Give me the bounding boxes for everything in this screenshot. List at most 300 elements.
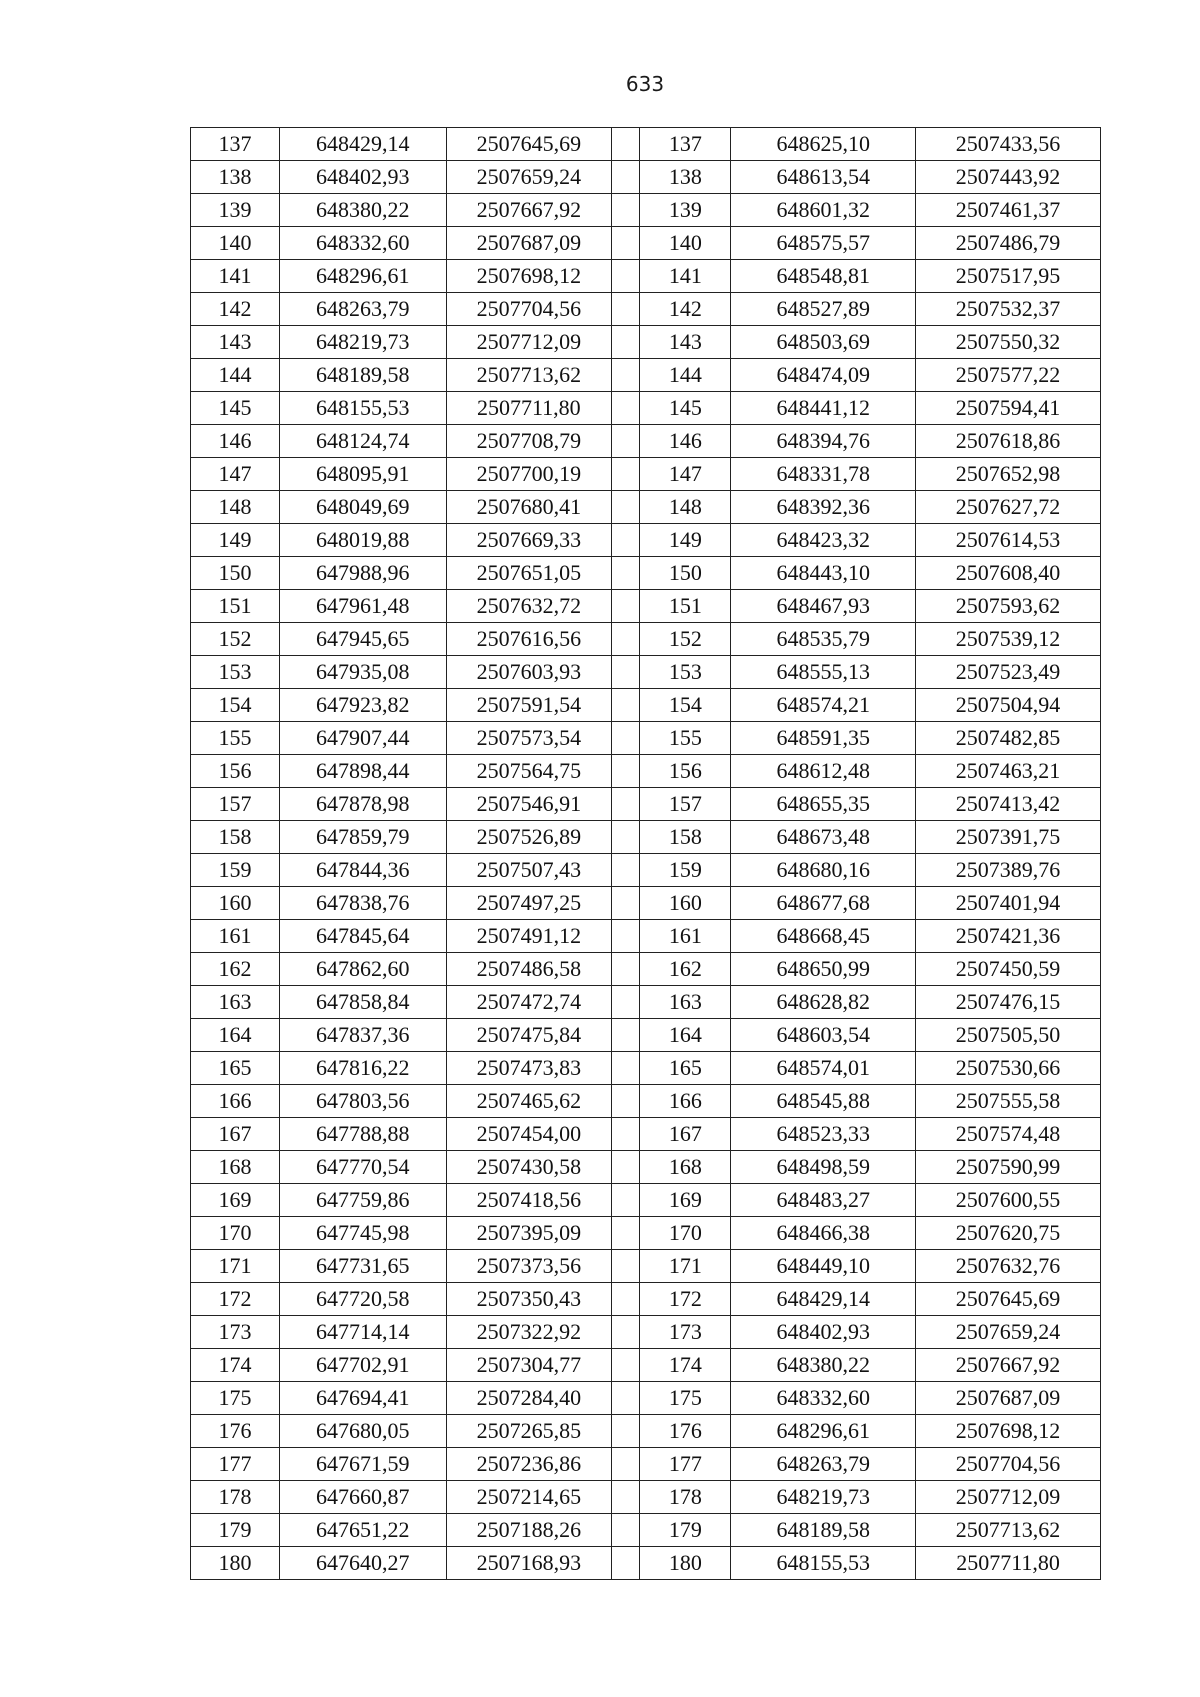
point-number-cell: 156 xyxy=(640,755,731,788)
x-coordinate-cell: 648503,69 xyxy=(731,326,916,359)
x-coordinate-cell: 648603,54 xyxy=(731,1019,916,1052)
spacer-cell xyxy=(612,1514,640,1547)
y-coordinate-cell: 2507265,85 xyxy=(446,1415,612,1448)
x-coordinate-cell: 648628,82 xyxy=(731,986,916,1019)
x-coordinate-cell: 647837,36 xyxy=(279,1019,446,1052)
x-coordinate-cell: 648380,22 xyxy=(279,194,446,227)
spacer-cell xyxy=(612,920,640,953)
point-number-cell: 175 xyxy=(640,1382,731,1415)
point-number-cell: 176 xyxy=(191,1415,280,1448)
y-coordinate-cell: 2507667,92 xyxy=(916,1349,1101,1382)
x-coordinate-cell: 647651,22 xyxy=(279,1514,446,1547)
table-row xyxy=(191,1415,1101,1448)
y-coordinate-cell: 2507698,12 xyxy=(916,1415,1101,1448)
point-number-cell: 145 xyxy=(191,392,280,425)
table-row xyxy=(191,755,1101,788)
x-coordinate-cell: 648423,32 xyxy=(731,524,916,557)
spacer-cell xyxy=(612,1250,640,1283)
y-coordinate-cell: 2507473,83 xyxy=(446,1052,612,1085)
x-coordinate-cell: 648498,59 xyxy=(731,1151,916,1184)
point-number-cell: 180 xyxy=(191,1547,280,1580)
spacer-cell xyxy=(612,227,640,260)
coordinates-table-body xyxy=(191,128,1101,1580)
x-coordinate-cell: 648331,78 xyxy=(731,458,916,491)
y-coordinate-cell: 2507497,25 xyxy=(446,887,612,920)
y-coordinate-cell: 2507373,56 xyxy=(446,1250,612,1283)
point-number-cell: 140 xyxy=(640,227,731,260)
y-coordinate-cell: 2507461,37 xyxy=(916,194,1101,227)
point-number-cell: 162 xyxy=(640,953,731,986)
x-coordinate-cell: 648429,14 xyxy=(731,1283,916,1316)
point-number-cell: 161 xyxy=(640,920,731,953)
y-coordinate-cell: 2507284,40 xyxy=(446,1382,612,1415)
spacer-cell xyxy=(612,1448,640,1481)
spacer-cell xyxy=(612,1052,640,1085)
spacer-cell xyxy=(612,326,640,359)
x-coordinate-cell: 647838,76 xyxy=(279,887,446,920)
x-coordinate-cell: 648555,13 xyxy=(731,656,916,689)
y-coordinate-cell: 2507669,33 xyxy=(446,524,612,557)
y-coordinate-cell: 2507418,56 xyxy=(446,1184,612,1217)
y-coordinate-cell: 2507491,12 xyxy=(446,920,612,953)
table-row xyxy=(191,524,1101,557)
x-coordinate-cell: 647878,98 xyxy=(279,788,446,821)
table-row xyxy=(191,491,1101,524)
y-coordinate-cell: 2507507,43 xyxy=(446,854,612,887)
point-number-cell: 142 xyxy=(191,293,280,326)
point-number-cell: 163 xyxy=(640,986,731,1019)
spacer-cell xyxy=(612,524,640,557)
x-coordinate-cell: 647859,79 xyxy=(279,821,446,854)
x-coordinate-cell: 647680,05 xyxy=(279,1415,446,1448)
point-number-cell: 155 xyxy=(191,722,280,755)
y-coordinate-cell: 2507475,84 xyxy=(446,1019,612,1052)
point-number-cell: 172 xyxy=(640,1283,731,1316)
point-number-cell: 146 xyxy=(640,425,731,458)
x-coordinate-cell: 647935,08 xyxy=(279,656,446,689)
table-row xyxy=(191,1514,1101,1547)
point-number-cell: 150 xyxy=(191,557,280,590)
y-coordinate-cell: 2507713,62 xyxy=(446,359,612,392)
point-number-cell: 163 xyxy=(191,986,280,1019)
spacer-cell xyxy=(612,1217,640,1250)
point-number-cell: 139 xyxy=(191,194,280,227)
table-row xyxy=(191,359,1101,392)
y-coordinate-cell: 2507450,59 xyxy=(916,953,1101,986)
x-coordinate-cell: 647714,14 xyxy=(279,1316,446,1349)
y-coordinate-cell: 2507593,62 xyxy=(916,590,1101,623)
y-coordinate-cell: 2507550,32 xyxy=(916,326,1101,359)
point-number-cell: 141 xyxy=(191,260,280,293)
point-number-cell: 173 xyxy=(640,1316,731,1349)
x-coordinate-cell: 648601,32 xyxy=(731,194,916,227)
spacer-cell xyxy=(612,128,640,161)
spacer-cell xyxy=(612,194,640,227)
y-coordinate-cell: 2507505,50 xyxy=(916,1019,1101,1052)
x-coordinate-cell: 648655,35 xyxy=(731,788,916,821)
point-number-cell: 168 xyxy=(191,1151,280,1184)
spacer-cell xyxy=(612,260,640,293)
y-coordinate-cell: 2507704,56 xyxy=(446,293,612,326)
y-coordinate-cell: 2507652,98 xyxy=(916,458,1101,491)
x-coordinate-cell: 648429,14 xyxy=(279,128,446,161)
table-row xyxy=(191,425,1101,458)
spacer-cell xyxy=(612,821,640,854)
x-coordinate-cell: 648527,89 xyxy=(731,293,916,326)
point-number-cell: 157 xyxy=(640,788,731,821)
point-number-cell: 141 xyxy=(640,260,731,293)
y-coordinate-cell: 2507700,19 xyxy=(446,458,612,491)
x-coordinate-cell: 647770,54 xyxy=(279,1151,446,1184)
x-coordinate-cell: 648612,48 xyxy=(731,755,916,788)
point-number-cell: 165 xyxy=(640,1052,731,1085)
x-coordinate-cell: 647923,82 xyxy=(279,689,446,722)
y-coordinate-cell: 2507482,85 xyxy=(916,722,1101,755)
x-coordinate-cell: 648189,58 xyxy=(279,359,446,392)
y-coordinate-cell: 2507304,77 xyxy=(446,1349,612,1382)
point-number-cell: 153 xyxy=(191,656,280,689)
y-coordinate-cell: 2507486,79 xyxy=(916,227,1101,260)
point-number-cell: 150 xyxy=(640,557,731,590)
page-number: 633 xyxy=(625,72,665,96)
x-coordinate-cell: 648443,10 xyxy=(731,557,916,590)
y-coordinate-cell: 2507620,75 xyxy=(916,1217,1101,1250)
spacer-cell xyxy=(612,953,640,986)
point-number-cell: 149 xyxy=(640,524,731,557)
x-coordinate-cell: 648545,88 xyxy=(731,1085,916,1118)
y-coordinate-cell: 2507600,55 xyxy=(916,1184,1101,1217)
table-row xyxy=(191,1250,1101,1283)
y-coordinate-cell: 2507708,79 xyxy=(446,425,612,458)
point-number-cell: 142 xyxy=(640,293,731,326)
spacer-cell xyxy=(612,755,640,788)
y-coordinate-cell: 2507463,21 xyxy=(916,755,1101,788)
x-coordinate-cell: 648219,73 xyxy=(279,326,446,359)
spacer-cell xyxy=(612,557,640,590)
y-coordinate-cell: 2507476,15 xyxy=(916,986,1101,1019)
table-row xyxy=(191,986,1101,1019)
point-number-cell: 144 xyxy=(640,359,731,392)
x-coordinate-cell: 647788,88 xyxy=(279,1118,446,1151)
point-number-cell: 160 xyxy=(191,887,280,920)
x-coordinate-cell: 647961,48 xyxy=(279,590,446,623)
y-coordinate-cell: 2507698,12 xyxy=(446,260,612,293)
table-row xyxy=(191,260,1101,293)
x-coordinate-cell: 647845,64 xyxy=(279,920,446,953)
x-coordinate-cell: 648449,10 xyxy=(731,1250,916,1283)
x-coordinate-cell: 648124,74 xyxy=(279,425,446,458)
coordinates-table xyxy=(190,127,1101,1580)
y-coordinate-cell: 2507523,49 xyxy=(916,656,1101,689)
spacer-cell xyxy=(612,854,640,887)
spacer-cell xyxy=(612,1349,640,1382)
x-coordinate-cell: 647816,22 xyxy=(279,1052,446,1085)
table-row xyxy=(191,1151,1101,1184)
point-number-cell: 154 xyxy=(640,689,731,722)
point-number-cell: 159 xyxy=(640,854,731,887)
y-coordinate-cell: 2507687,09 xyxy=(916,1382,1101,1415)
point-number-cell: 179 xyxy=(640,1514,731,1547)
y-coordinate-cell: 2507591,54 xyxy=(446,689,612,722)
y-coordinate-cell: 2507395,09 xyxy=(446,1217,612,1250)
y-coordinate-cell: 2507465,62 xyxy=(446,1085,612,1118)
y-coordinate-cell: 2507711,80 xyxy=(446,392,612,425)
y-coordinate-cell: 2507433,56 xyxy=(916,128,1101,161)
x-coordinate-cell: 647945,65 xyxy=(279,623,446,656)
spacer-cell xyxy=(612,1085,640,1118)
y-coordinate-cell: 2507711,80 xyxy=(916,1547,1101,1580)
point-number-cell: 160 xyxy=(640,887,731,920)
x-coordinate-cell: 647660,87 xyxy=(279,1481,446,1514)
table-row xyxy=(191,293,1101,326)
point-number-cell: 146 xyxy=(191,425,280,458)
y-coordinate-cell: 2507486,58 xyxy=(446,953,612,986)
table-row xyxy=(191,1448,1101,1481)
y-coordinate-cell: 2507713,62 xyxy=(916,1514,1101,1547)
point-number-cell: 171 xyxy=(191,1250,280,1283)
y-coordinate-cell: 2507214,65 xyxy=(446,1481,612,1514)
x-coordinate-cell: 647640,27 xyxy=(279,1547,446,1580)
point-number-cell: 168 xyxy=(640,1151,731,1184)
point-number-cell: 172 xyxy=(191,1283,280,1316)
y-coordinate-cell: 2507413,42 xyxy=(916,788,1101,821)
point-number-cell: 143 xyxy=(640,326,731,359)
point-number-cell: 178 xyxy=(191,1481,280,1514)
x-coordinate-cell: 647907,44 xyxy=(279,722,446,755)
point-number-cell: 149 xyxy=(191,524,280,557)
y-coordinate-cell: 2507350,43 xyxy=(446,1283,612,1316)
point-number-cell: 152 xyxy=(191,623,280,656)
y-coordinate-cell: 2507564,75 xyxy=(446,755,612,788)
y-coordinate-cell: 2507443,92 xyxy=(916,161,1101,194)
x-coordinate-cell: 648591,35 xyxy=(731,722,916,755)
y-coordinate-cell: 2507645,69 xyxy=(916,1283,1101,1316)
y-coordinate-cell: 2507421,36 xyxy=(916,920,1101,953)
table-row xyxy=(191,623,1101,656)
y-coordinate-cell: 2507651,05 xyxy=(446,557,612,590)
x-coordinate-cell: 648019,88 xyxy=(279,524,446,557)
y-coordinate-cell: 2507659,24 xyxy=(446,161,612,194)
point-number-cell: 173 xyxy=(191,1316,280,1349)
x-coordinate-cell: 648441,12 xyxy=(731,392,916,425)
table-row xyxy=(191,788,1101,821)
spacer-cell xyxy=(612,425,640,458)
point-number-cell: 165 xyxy=(191,1052,280,1085)
table-row xyxy=(191,821,1101,854)
table-row xyxy=(191,227,1101,260)
y-coordinate-cell: 2507618,86 xyxy=(916,425,1101,458)
y-coordinate-cell: 2507401,94 xyxy=(916,887,1101,920)
spacer-cell xyxy=(612,1382,640,1415)
point-number-cell: 166 xyxy=(191,1085,280,1118)
x-coordinate-cell: 647844,36 xyxy=(279,854,446,887)
table-row xyxy=(191,953,1101,986)
x-coordinate-cell: 648332,60 xyxy=(279,227,446,260)
x-coordinate-cell: 648394,76 xyxy=(731,425,916,458)
y-coordinate-cell: 2507573,54 xyxy=(446,722,612,755)
point-number-cell: 162 xyxy=(191,953,280,986)
x-coordinate-cell: 648574,01 xyxy=(731,1052,916,1085)
table-row xyxy=(191,590,1101,623)
x-coordinate-cell: 648523,33 xyxy=(731,1118,916,1151)
point-number-cell: 138 xyxy=(191,161,280,194)
spacer-cell xyxy=(612,788,640,821)
y-coordinate-cell: 2507526,89 xyxy=(446,821,612,854)
point-number-cell: 180 xyxy=(640,1547,731,1580)
y-coordinate-cell: 2507704,56 xyxy=(916,1448,1101,1481)
y-coordinate-cell: 2507632,72 xyxy=(446,590,612,623)
spacer-cell xyxy=(612,161,640,194)
x-coordinate-cell: 647803,56 xyxy=(279,1085,446,1118)
spacer-cell xyxy=(612,986,640,1019)
x-coordinate-cell: 648155,53 xyxy=(731,1547,916,1580)
spacer-cell xyxy=(612,392,640,425)
point-number-cell: 158 xyxy=(191,821,280,854)
spacer-cell xyxy=(612,1184,640,1217)
table-row xyxy=(191,392,1101,425)
x-coordinate-cell: 648263,79 xyxy=(279,293,446,326)
x-coordinate-cell: 647671,59 xyxy=(279,1448,446,1481)
point-number-cell: 166 xyxy=(640,1085,731,1118)
table-row xyxy=(191,458,1101,491)
y-coordinate-cell: 2507555,58 xyxy=(916,1085,1101,1118)
point-number-cell: 159 xyxy=(191,854,280,887)
point-number-cell: 175 xyxy=(191,1382,280,1415)
x-coordinate-cell: 648332,60 xyxy=(731,1382,916,1415)
point-number-cell: 155 xyxy=(640,722,731,755)
spacer-cell xyxy=(612,590,640,623)
x-coordinate-cell: 648263,79 xyxy=(731,1448,916,1481)
y-coordinate-cell: 2507389,76 xyxy=(916,854,1101,887)
spacer-cell xyxy=(612,1481,640,1514)
spacer-cell xyxy=(612,623,640,656)
x-coordinate-cell: 648380,22 xyxy=(731,1349,916,1382)
y-coordinate-cell: 2507645,69 xyxy=(446,128,612,161)
table-row xyxy=(191,557,1101,590)
y-coordinate-cell: 2507603,93 xyxy=(446,656,612,689)
x-coordinate-cell: 648402,93 xyxy=(731,1316,916,1349)
point-number-cell: 179 xyxy=(191,1514,280,1547)
y-coordinate-cell: 2507574,48 xyxy=(916,1118,1101,1151)
point-number-cell: 137 xyxy=(640,128,731,161)
y-coordinate-cell: 2507472,74 xyxy=(446,986,612,1019)
spacer-cell xyxy=(612,458,640,491)
y-coordinate-cell: 2507517,95 xyxy=(916,260,1101,293)
x-coordinate-cell: 647731,65 xyxy=(279,1250,446,1283)
table-row xyxy=(191,1118,1101,1151)
x-coordinate-cell: 648466,38 xyxy=(731,1217,916,1250)
point-number-cell: 154 xyxy=(191,689,280,722)
y-coordinate-cell: 2507594,41 xyxy=(916,392,1101,425)
x-coordinate-cell: 647858,84 xyxy=(279,986,446,1019)
point-number-cell: 174 xyxy=(640,1349,731,1382)
x-coordinate-cell: 648668,45 xyxy=(731,920,916,953)
point-number-cell: 148 xyxy=(191,491,280,524)
y-coordinate-cell: 2507188,26 xyxy=(446,1514,612,1547)
point-number-cell: 139 xyxy=(640,194,731,227)
x-coordinate-cell: 647694,41 xyxy=(279,1382,446,1415)
point-number-cell: 177 xyxy=(191,1448,280,1481)
x-coordinate-cell: 648483,27 xyxy=(731,1184,916,1217)
point-number-cell: 138 xyxy=(640,161,731,194)
x-coordinate-cell: 647862,60 xyxy=(279,953,446,986)
point-number-cell: 151 xyxy=(191,590,280,623)
y-coordinate-cell: 2507577,22 xyxy=(916,359,1101,392)
table-row xyxy=(191,194,1101,227)
y-coordinate-cell: 2507322,92 xyxy=(446,1316,612,1349)
table-row xyxy=(191,887,1101,920)
x-coordinate-cell: 648575,57 xyxy=(731,227,916,260)
point-number-cell: 144 xyxy=(191,359,280,392)
x-coordinate-cell: 647898,44 xyxy=(279,755,446,788)
point-number-cell: 178 xyxy=(640,1481,731,1514)
y-coordinate-cell: 2507616,56 xyxy=(446,623,612,656)
table-row xyxy=(191,1019,1101,1052)
x-coordinate-cell: 648574,21 xyxy=(731,689,916,722)
point-number-cell: 145 xyxy=(640,392,731,425)
y-coordinate-cell: 2507168,93 xyxy=(446,1547,612,1580)
y-coordinate-cell: 2507632,76 xyxy=(916,1250,1101,1283)
y-coordinate-cell: 2507391,75 xyxy=(916,821,1101,854)
point-number-cell: 170 xyxy=(640,1217,731,1250)
spacer-cell xyxy=(612,656,640,689)
spacer-cell xyxy=(612,1283,640,1316)
x-coordinate-cell: 648049,69 xyxy=(279,491,446,524)
y-coordinate-cell: 2507680,41 xyxy=(446,491,612,524)
table-row xyxy=(191,1316,1101,1349)
table-row xyxy=(191,1052,1101,1085)
spacer-cell xyxy=(612,359,640,392)
table-row xyxy=(191,1382,1101,1415)
y-coordinate-cell: 2507454,00 xyxy=(446,1118,612,1151)
x-coordinate-cell: 647988,96 xyxy=(279,557,446,590)
spacer-cell xyxy=(612,1316,640,1349)
x-coordinate-cell: 648650,99 xyxy=(731,953,916,986)
y-coordinate-cell: 2507546,91 xyxy=(446,788,612,821)
x-coordinate-cell: 648296,61 xyxy=(731,1415,916,1448)
y-coordinate-cell: 2507236,86 xyxy=(446,1448,612,1481)
table-row xyxy=(191,656,1101,689)
point-number-cell: 147 xyxy=(191,458,280,491)
y-coordinate-cell: 2507590,99 xyxy=(916,1151,1101,1184)
table-row xyxy=(191,1283,1101,1316)
x-coordinate-cell: 648474,09 xyxy=(731,359,916,392)
point-number-cell: 170 xyxy=(191,1217,280,1250)
x-coordinate-cell: 648625,10 xyxy=(731,128,916,161)
table-row xyxy=(191,326,1101,359)
y-coordinate-cell: 2507687,09 xyxy=(446,227,612,260)
x-coordinate-cell: 648673,48 xyxy=(731,821,916,854)
y-coordinate-cell: 2507608,40 xyxy=(916,557,1101,590)
point-number-cell: 171 xyxy=(640,1250,731,1283)
x-coordinate-cell: 648402,93 xyxy=(279,161,446,194)
point-number-cell: 151 xyxy=(640,590,731,623)
table-row xyxy=(191,1184,1101,1217)
spacer-cell xyxy=(612,1019,640,1052)
x-coordinate-cell: 648677,68 xyxy=(731,887,916,920)
y-coordinate-cell: 2507532,37 xyxy=(916,293,1101,326)
spacer-cell xyxy=(612,887,640,920)
table-row xyxy=(191,854,1101,887)
x-coordinate-cell: 648535,79 xyxy=(731,623,916,656)
point-number-cell: 158 xyxy=(640,821,731,854)
point-number-cell: 164 xyxy=(191,1019,280,1052)
y-coordinate-cell: 2507539,12 xyxy=(916,623,1101,656)
point-number-cell: 157 xyxy=(191,788,280,821)
spacer-cell xyxy=(612,1151,640,1184)
point-number-cell: 164 xyxy=(640,1019,731,1052)
x-coordinate-cell: 648467,93 xyxy=(731,590,916,623)
